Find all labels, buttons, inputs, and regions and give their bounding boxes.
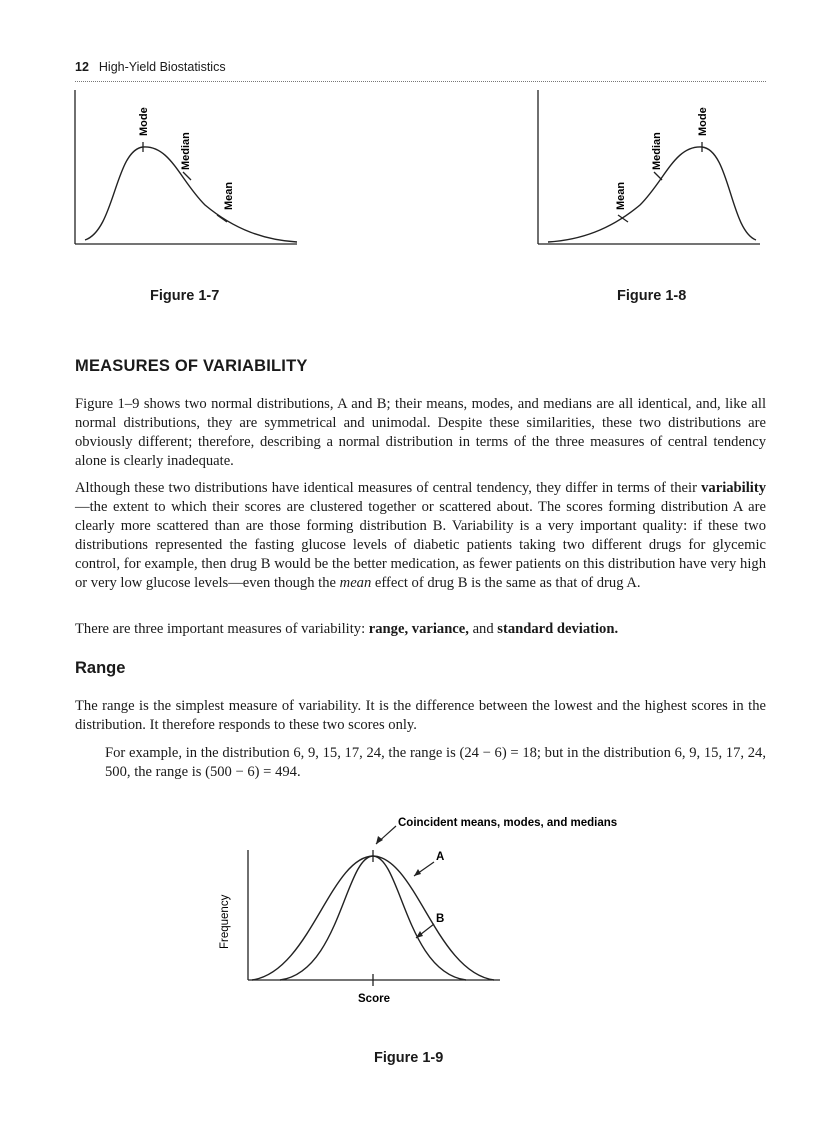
term-range: range, [368, 621, 409, 637]
header-rule [75, 81, 766, 82]
median-tick [654, 172, 662, 180]
y-axis-label: Frequency [219, 894, 231, 949]
mode-label: Mode [697, 107, 709, 136]
figure-1-8-plot [538, 90, 768, 255]
term-variability: variability [701, 480, 766, 496]
paragraph-3: There are three important measures of variability: range, variance, and standard deviation. [75, 621, 619, 637]
median-label: Median [180, 132, 192, 170]
label-b: B [436, 913, 445, 925]
term-standard-deviation: standard deviation. [497, 621, 619, 637]
figure-1-9-caption: Figure 1-9 [374, 1050, 444, 1066]
paragraph-2: Although these two distributions have identical measures of central tendency, they differ in terms of their variability—the extent to which their scores are clustered together or scattered about. The scores forming distribution A are clearly more scattered than are those forming distribution B. Variability is a very important quality: if these two distributions represented the fasting glucose levels of diabetic patients taking two different drugs for glycemic control, for example, then drug B would be the better medication, as fewer patients on this distribution have very high or very low glucose levels—even though the mean effect of drug B is the same as that of drug A. [75, 480, 766, 591]
mean-label: Mean [615, 181, 627, 210]
figure-1-9-plot [200, 812, 640, 1012]
annotation-arrowhead [376, 836, 383, 844]
mode-label: Mode [138, 107, 150, 136]
figure-1-8-caption: Figure 1-8 [617, 288, 687, 304]
label-a: A [436, 851, 445, 863]
arrowhead-b [416, 931, 423, 938]
curve-a [252, 856, 494, 980]
annotation-coincident: Coincident means, modes, and medians [398, 817, 618, 829]
paragraph-1: Figure 1–9 shows two normal distributions, A and B; their means, modes, and medians are all identical, and, like all normal distributions, they are symmetrical and unimodal. Despite these similarities, these two distributions are obviously different; therefore, describing a normal distribution in terms of the three measures of central tendency alone is clearly inadequate. [75, 396, 766, 469]
mean-tick [618, 215, 628, 222]
subsection-heading: Range [75, 659, 126, 677]
arrowhead-a [414, 869, 421, 876]
section-heading: MEASURES OF VARIABILITY [75, 357, 308, 375]
term-variance: variance, [411, 621, 469, 637]
median-label: Median [651, 132, 663, 170]
page-number: 12 [75, 60, 89, 74]
book-title: High-Yield Biostatistics [98, 60, 226, 74]
running-header [75, 60, 226, 74]
paragraph-4: The range is the simplest measure of variability. It is the difference between the lowest and the highest scores in the distribution. It therefore responds to these two scores only. [75, 698, 766, 733]
paragraph-5: For example, in the distribution 6, 9, 15, 17, 24, the range is (24 − 6) = 18; but in the distribution 6, 9, 15, 17, 24, 500, the range is (500 − 6) = 494. [105, 745, 766, 780]
figure-1-7-caption: Figure 1-7 [150, 288, 220, 304]
mean-tick [217, 215, 227, 222]
mean-label: Mean [223, 181, 235, 210]
x-axis-label: Score [358, 993, 390, 1005]
term-mean: mean [339, 575, 372, 591]
figure-1-7-plot [75, 90, 305, 255]
